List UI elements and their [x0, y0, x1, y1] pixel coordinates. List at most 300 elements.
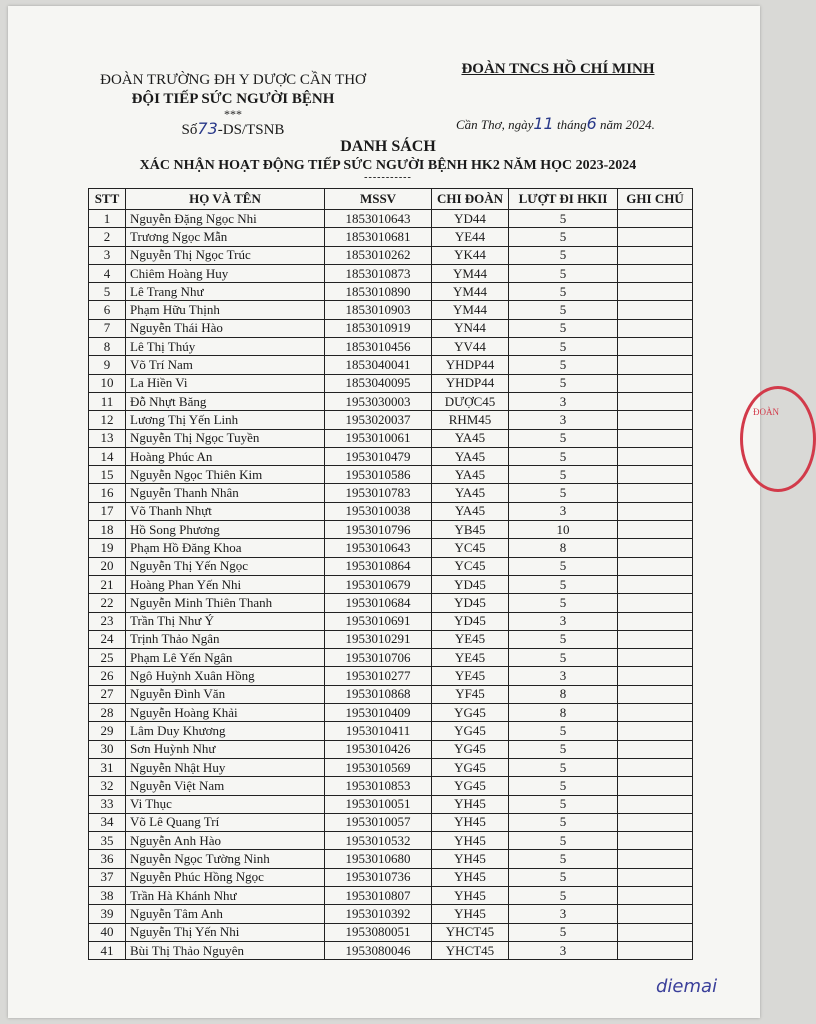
table-row [89, 557, 693, 575]
cell-name: Trần Hà Khánh Như [126, 886, 325, 904]
table-row [89, 338, 693, 356]
cell-mssv: 1853040041 [325, 356, 432, 374]
table-row [89, 905, 693, 923]
cell-mssv: 1953010679 [325, 575, 432, 593]
cell-trips: 5 [509, 374, 618, 392]
table-row [89, 392, 693, 410]
cell-stt: 34 [89, 813, 126, 831]
cell-name: Lê Trang Như [126, 283, 325, 301]
table-row [89, 466, 693, 484]
cell-branch: YB45 [432, 521, 509, 539]
cell-name: Nguyễn Thái Hào [126, 319, 325, 337]
cell-branch: YM44 [432, 283, 509, 301]
table-row [89, 502, 693, 520]
cell-mssv: 1953010038 [325, 502, 432, 520]
cell-name: La Hiền Vi [126, 374, 325, 392]
cell-name: Nguyễn Việt Nam [126, 777, 325, 795]
cell-note [618, 502, 693, 520]
cell-stt: 32 [89, 777, 126, 795]
cell-trips: 5 [509, 886, 618, 904]
cell-note [618, 612, 693, 630]
cell-branch: YG45 [432, 722, 509, 740]
table-row [89, 886, 693, 904]
cell-mssv: 1953080051 [325, 923, 432, 941]
cell-branch: YH45 [432, 905, 509, 923]
cell-note [618, 484, 693, 502]
table-row [89, 228, 693, 246]
cell-mssv: 1953010643 [325, 539, 432, 557]
date-month-label: tháng [556, 117, 587, 132]
cell-note [618, 777, 693, 795]
cell-note [618, 392, 693, 410]
cell-branch: YH45 [432, 795, 509, 813]
cell-stt: 25 [89, 649, 126, 667]
cell-mssv: 1953010392 [325, 905, 432, 923]
cell-note [618, 594, 693, 612]
cell-trips: 5 [509, 832, 618, 850]
cell-note [618, 722, 693, 740]
cell-branch: YK44 [432, 246, 509, 264]
cell-mssv: 1953020037 [325, 411, 432, 429]
date-line [456, 114, 655, 133]
cell-note [618, 374, 693, 392]
cell-trips: 5 [509, 722, 618, 740]
cell-branch: YH45 [432, 832, 509, 850]
cell-mssv: 1953010426 [325, 740, 432, 758]
cell-name: Nguyễn Hoàng Khải [126, 704, 325, 722]
cell-branch: YHCT45 [432, 941, 509, 959]
cell-mssv: 1953010796 [325, 521, 432, 539]
cell-note [618, 649, 693, 667]
cell-trips: 3 [509, 502, 618, 520]
table-row [89, 777, 693, 795]
cell-stt: 23 [89, 612, 126, 630]
table-row [89, 447, 693, 465]
cell-trips: 3 [509, 612, 618, 630]
date-day: 11 [533, 114, 554, 133]
cell-note [618, 923, 693, 941]
cell-mssv: 1953010409 [325, 704, 432, 722]
cell-name: Nguyễn Thị Yến Nhi [126, 923, 325, 941]
cell-trips: 3 [509, 905, 618, 923]
cell-name: Phạm Hữu Thịnh [126, 301, 325, 319]
cell-trips: 8 [509, 685, 618, 703]
cell-branch: YA45 [432, 484, 509, 502]
cell-mssv: 1953010057 [325, 813, 432, 831]
cell-stt: 4 [89, 264, 126, 282]
cell-note [618, 319, 693, 337]
cell-mssv: 1953010569 [325, 758, 432, 776]
cell-note [618, 758, 693, 776]
cell-trips: 5 [509, 264, 618, 282]
cell-stt: 7 [89, 319, 126, 337]
cell-stt: 21 [89, 575, 126, 593]
issuer-line2: ĐỘI TIẾP SỨC NGƯỜI BỆNH [131, 91, 335, 107]
cell-note [618, 228, 693, 246]
cell-trips: 5 [509, 228, 618, 246]
cell-trips: 5 [509, 758, 618, 776]
cell-name: Lương Thị Yến Linh [126, 411, 325, 429]
cell-trips: 3 [509, 941, 618, 959]
cell-name: Nguyễn Nhật Huy [126, 758, 325, 776]
cell-mssv: 1853010262 [325, 246, 432, 264]
cell-name: Trịnh Thảo Ngân [126, 630, 325, 648]
cell-note [618, 447, 693, 465]
table-row [89, 758, 693, 776]
cell-stt: 28 [89, 704, 126, 722]
cell-trips: 5 [509, 630, 618, 648]
cell-name: Bùi Thị Thảo Nguyên [126, 941, 325, 959]
cell-stt: 26 [89, 667, 126, 685]
cell-name: Ngô Huỳnh Xuân Hồng [126, 667, 325, 685]
cell-trips: 5 [509, 557, 618, 575]
cell-stt: 27 [89, 685, 126, 703]
cell-name: Phạm Hồ Đăng Khoa [126, 539, 325, 557]
table-row [89, 246, 693, 264]
cell-branch: YE45 [432, 630, 509, 648]
cell-trips: 5 [509, 466, 618, 484]
cell-branch: YHCT45 [432, 923, 509, 941]
table-row [89, 649, 693, 667]
cell-stt: 35 [89, 832, 126, 850]
cell-stt: 22 [89, 594, 126, 612]
col-header-stt: STT [89, 189, 126, 210]
cell-branch: YD45 [432, 612, 509, 630]
union-title: ĐOÀN TNCS HỒ CHÍ MINH [461, 61, 655, 77]
cell-name: Nguyễn Tâm Anh [126, 905, 325, 923]
cell-name: Võ Thanh Nhựt [126, 502, 325, 520]
title-underline-dots: ----------- [364, 172, 412, 183]
cell-name: Trần Thị Như Ý [126, 612, 325, 630]
cell-trips: 8 [509, 704, 618, 722]
col-header-name: HỌ VÀ TÊN [126, 189, 325, 210]
cell-stt: 30 [89, 740, 126, 758]
cell-branch: YG45 [432, 758, 509, 776]
cell-mssv: 1853010919 [325, 319, 432, 337]
table-row [89, 941, 693, 959]
table-row [89, 923, 693, 941]
table-row [89, 594, 693, 612]
cell-branch: YG45 [432, 704, 509, 722]
cell-note [618, 685, 693, 703]
table-row [89, 429, 693, 447]
table-row [89, 795, 693, 813]
table-row [89, 264, 693, 282]
cell-trips: 3 [509, 392, 618, 410]
col-header-note: GHI CHÚ [618, 189, 693, 210]
cell-name: Nguyễn Anh Hào [126, 832, 325, 850]
cell-mssv: 1953010736 [325, 868, 432, 886]
cell-branch: YE45 [432, 667, 509, 685]
cell-branch: YM44 [432, 301, 509, 319]
cell-trips: 10 [509, 521, 618, 539]
cell-branch: YH45 [432, 868, 509, 886]
cell-branch: YC45 [432, 539, 509, 557]
doc-number [68, 119, 398, 140]
cell-trips: 5 [509, 210, 618, 228]
table-row [89, 283, 693, 301]
table-row [89, 521, 693, 539]
cell-stt: 10 [89, 374, 126, 392]
cell-name: Nguyễn Ngọc Tường Ninh [126, 850, 325, 868]
cell-name: Phạm Lê Yến Ngân [126, 649, 325, 667]
table-row [89, 319, 693, 337]
cell-branch: YE45 [432, 649, 509, 667]
table-body [89, 210, 693, 960]
cell-mssv: 1953010291 [325, 630, 432, 648]
cell-trips: 5 [509, 777, 618, 795]
cell-note [618, 704, 693, 722]
cell-trips: 5 [509, 301, 618, 319]
cell-trips: 5 [509, 868, 618, 886]
cell-trips: 3 [509, 411, 618, 429]
cell-stt: 19 [89, 539, 126, 557]
cell-trips: 5 [509, 795, 618, 813]
handwritten-signature: diemai [656, 976, 718, 997]
cell-branch: YF45 [432, 685, 509, 703]
table-row [89, 374, 693, 392]
cell-branch: RHM45 [432, 411, 509, 429]
cell-stt: 13 [89, 429, 126, 447]
cell-name: Võ Trí Nam [126, 356, 325, 374]
cell-stt: 41 [89, 941, 126, 959]
cell-name: Nguyễn Thị Yến Ngọc [126, 557, 325, 575]
cell-name: Chiêm Hoàng Huy [126, 264, 325, 282]
cell-trips: 5 [509, 429, 618, 447]
cell-stt: 29 [89, 722, 126, 740]
cell-branch: YHDP44 [432, 374, 509, 392]
table-row [89, 539, 693, 557]
cell-note [618, 813, 693, 831]
stars-ornament: *** [224, 107, 242, 121]
cell-note [618, 941, 693, 959]
cell-name: Nguyễn Ngọc Thiên Kim [126, 466, 325, 484]
cell-name: Nguyễn Phúc Hồng Ngọc [126, 868, 325, 886]
cell-branch: YM44 [432, 264, 509, 282]
cell-name: Hồ Song Phương [126, 521, 325, 539]
table-row [89, 740, 693, 758]
cell-note [618, 264, 693, 282]
table-row [89, 704, 693, 722]
cell-mssv: 1953010783 [325, 484, 432, 502]
cell-stt: 9 [89, 356, 126, 374]
cell-mssv: 1853040095 [325, 374, 432, 392]
cell-name: Sơn Huỳnh Như [126, 740, 325, 758]
cell-branch: YG45 [432, 777, 509, 795]
cell-mssv: 1953010586 [325, 466, 432, 484]
cell-stt: 18 [89, 521, 126, 539]
cell-note [618, 886, 693, 904]
col-header-mssv: MSSV [325, 189, 432, 210]
cell-mssv: 1853010643 [325, 210, 432, 228]
doc-number-handwritten: 73 [197, 119, 218, 138]
cell-mssv: 1953010684 [325, 594, 432, 612]
confirmation-table [88, 188, 693, 960]
cell-stt: 37 [89, 868, 126, 886]
cell-stt: 39 [89, 905, 126, 923]
issuer-block [68, 71, 398, 140]
cell-note [618, 905, 693, 923]
cell-note [618, 539, 693, 557]
cell-stt: 33 [89, 795, 126, 813]
title-line1: DANH SÁCH [340, 138, 436, 155]
cell-note [618, 667, 693, 685]
cell-stt: 20 [89, 557, 126, 575]
table-header-row [89, 189, 693, 210]
cell-mssv: 1953010868 [325, 685, 432, 703]
cell-mssv: 1953010853 [325, 777, 432, 795]
cell-note [618, 795, 693, 813]
col-header-trips: LƯỢT ĐI HKII [509, 189, 618, 210]
cell-branch: YA45 [432, 466, 509, 484]
cell-trips: 5 [509, 923, 618, 941]
cell-mssv: 1953010411 [325, 722, 432, 740]
cell-name: Vi Thục [126, 795, 325, 813]
cell-trips: 5 [509, 594, 618, 612]
cell-stt: 16 [89, 484, 126, 502]
cell-mssv: 1953010807 [325, 886, 432, 904]
cell-name: Đỗ Nhựt Băng [126, 392, 325, 410]
cell-mssv: 1953030003 [325, 392, 432, 410]
cell-mssv: 1953010532 [325, 832, 432, 850]
cell-note [618, 466, 693, 484]
cell-name: Nguyễn Đặng Ngọc Nhi [126, 210, 325, 228]
table-row [89, 667, 693, 685]
cell-note [618, 630, 693, 648]
cell-name: Lâm Duy Khương [126, 722, 325, 740]
cell-branch: YA45 [432, 429, 509, 447]
table-row [89, 356, 693, 374]
table-row [89, 813, 693, 831]
cell-name: Võ Lê Quang Trí [126, 813, 325, 831]
cell-branch: YG45 [432, 740, 509, 758]
cell-branch: YH45 [432, 850, 509, 868]
cell-branch: YA45 [432, 447, 509, 465]
cell-trips: 5 [509, 740, 618, 758]
doc-number-suffix: -DS/TSNB [217, 122, 285, 138]
cell-mssv: 1953010706 [325, 649, 432, 667]
cell-trips: 5 [509, 447, 618, 465]
cell-stt: 1 [89, 210, 126, 228]
cell-branch: YD44 [432, 210, 509, 228]
cell-name: Nguyễn Thị Ngọc Tuyền [126, 429, 325, 447]
cell-branch: YH45 [432, 886, 509, 904]
cell-trips: 5 [509, 319, 618, 337]
cell-mssv: 1853010681 [325, 228, 432, 246]
cell-stt: 14 [89, 447, 126, 465]
cell-trips: 5 [509, 649, 618, 667]
cell-stt: 2 [89, 228, 126, 246]
table-row [89, 850, 693, 868]
cell-mssv: 1953010051 [325, 795, 432, 813]
cell-stt: 36 [89, 850, 126, 868]
cell-mssv: 1953010691 [325, 612, 432, 630]
cell-trips: 5 [509, 484, 618, 502]
cell-note [618, 246, 693, 264]
table-row [89, 630, 693, 648]
cell-stt: 12 [89, 411, 126, 429]
cell-trips: 5 [509, 813, 618, 831]
cell-note [618, 521, 693, 539]
cell-name: Nguyễn Thanh Nhân [126, 484, 325, 502]
cell-note [618, 557, 693, 575]
cell-note [618, 740, 693, 758]
cell-branch: YD45 [432, 594, 509, 612]
cell-note [618, 338, 693, 356]
table-row [89, 411, 693, 429]
table-row [89, 832, 693, 850]
cell-name: Hoàng Phúc An [126, 447, 325, 465]
cell-stt: 6 [89, 301, 126, 319]
cell-stt: 15 [89, 466, 126, 484]
title-line2: XÁC NHẬN HOẠT ĐỘNG TIẾP SỨC NGƯỜI BỆNH HK2 NĂM HỌC 2023-2024 [139, 158, 637, 173]
cell-mssv: 1853010873 [325, 264, 432, 282]
table-row [89, 301, 693, 319]
cell-branch: YC45 [432, 557, 509, 575]
table-row [89, 612, 693, 630]
cell-note [618, 429, 693, 447]
cell-stt: 38 [89, 886, 126, 904]
cell-name: Hoàng Phan Yến Nhi [126, 575, 325, 593]
cell-note [618, 210, 693, 228]
cell-trips: 5 [509, 575, 618, 593]
cell-name: Nguyễn Đình Văn [126, 685, 325, 703]
document-page [8, 6, 779, 1018]
issuer-line1: ĐOÀN TRƯỜNG ĐH Y DƯỢC CẦN THƠ [100, 72, 366, 88]
cell-note [618, 411, 693, 429]
doc-number-prefix: Số [181, 122, 198, 138]
cell-note [618, 283, 693, 301]
red-seal-stamp [740, 386, 816, 492]
cell-note [618, 356, 693, 374]
cell-branch: YHDP44 [432, 356, 509, 374]
table-row [89, 575, 693, 593]
cell-branch: DƯỢC45 [432, 392, 509, 410]
document-title [88, 138, 688, 182]
cell-name: Nguyễn Thị Ngọc Trúc [126, 246, 325, 264]
cell-branch: YE44 [432, 228, 509, 246]
cell-note [618, 850, 693, 868]
cell-branch: YD45 [432, 575, 509, 593]
cell-name: Trương Ngọc Mẫn [126, 228, 325, 246]
date-place: Cần Thơ, ngày [456, 117, 534, 132]
date-month: 6 [586, 114, 597, 133]
cell-mssv: 1853010890 [325, 283, 432, 301]
cell-mssv: 1853010903 [325, 301, 432, 319]
cell-trips: 3 [509, 667, 618, 685]
cell-mssv: 1953010479 [325, 447, 432, 465]
cell-trips: 5 [509, 283, 618, 301]
cell-trips: 5 [509, 246, 618, 264]
cell-mssv: 1953010680 [325, 850, 432, 868]
cell-trips: 5 [509, 338, 618, 356]
cell-stt: 5 [89, 283, 126, 301]
cell-name: Lê Thị Thúy [126, 338, 325, 356]
col-header-branch: CHI ĐOÀN [432, 189, 509, 210]
table-row [89, 210, 693, 228]
cell-stt: 24 [89, 630, 126, 648]
cell-branch: YH45 [432, 813, 509, 831]
cell-stt: 11 [89, 392, 126, 410]
cell-stt: 8 [89, 338, 126, 356]
cell-branch: YA45 [432, 502, 509, 520]
table-row [89, 722, 693, 740]
cell-stt: 40 [89, 923, 126, 941]
table-row [89, 484, 693, 502]
cell-note [618, 301, 693, 319]
table-row [89, 685, 693, 703]
cell-stt: 31 [89, 758, 126, 776]
